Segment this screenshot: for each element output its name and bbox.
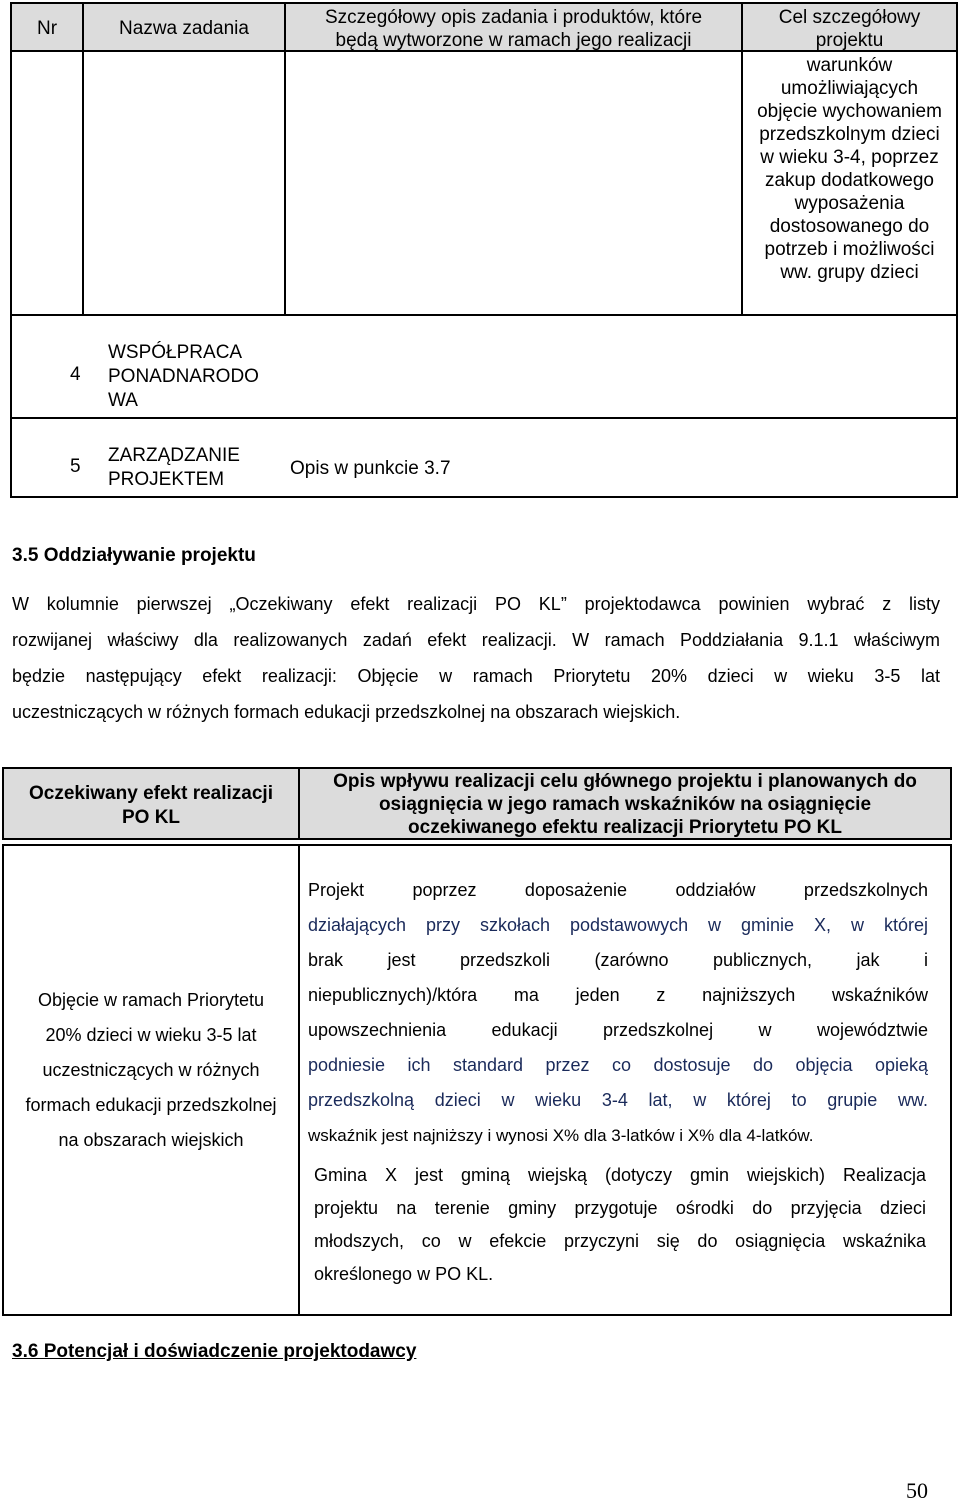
header-left-line: Oczekiwany efekt realizacji	[29, 783, 273, 804]
section-3-5-heading: 3.5 Oddziaływanie projektu	[12, 545, 256, 566]
right-line: Projekt poprzez doposażenie oddziałów przedszkolnych	[308, 880, 928, 900]
table2-left-cell	[2, 844, 300, 1316]
table2-right-cell	[298, 844, 952, 1316]
header-desc	[284, 2, 743, 52]
header-goal	[741, 2, 958, 52]
paragraph-line: będzie następujący efekt realizacji: Objęcie w ramach Priorytetu 20% dzieci w wieku 3-5 lat	[12, 666, 940, 686]
header-goal-line: projektu	[815, 30, 884, 51]
header-right-line: osiągnięcia w jego ramach wskaźników na osiągnięcie	[378, 794, 872, 815]
goal-line: wyposażenia	[794, 193, 905, 214]
right-text-a	[308, 873, 928, 1153]
header-right-line: oczekiwanego efektu realizacji Priorytetu PO KL	[408, 817, 842, 838]
row-5-desc: Opis w punkcie 3.7	[290, 458, 451, 479]
goal-line: zakup dodatkowego	[764, 170, 934, 191]
right-line: brak jest przedszkoli (zarówno publicznych, jak i	[308, 950, 928, 970]
page-number: 50	[906, 1478, 928, 1503]
left-line: Objęcie w ramach Priorytetu	[37, 990, 265, 1010]
row-4-name-line: PONADNARODO	[108, 366, 259, 387]
right-line: niepublicznych)/która ma jeden z najniższych wskaźników	[308, 985, 928, 1005]
right-line: upowszechnienia edukacji przedszkolnej w województwie	[308, 1020, 928, 1040]
header-name-text: Nazwa zadania	[119, 18, 249, 39]
row-cont-desc	[284, 50, 743, 316]
right-line: Gmina X jest gminą wiejską (dotyczy gmin wiejskich) Realizacja	[314, 1165, 926, 1185]
left-line: 20% dzieci w wieku 3-5 lat	[45, 1025, 257, 1045]
header-nr-text: Nr	[36, 18, 58, 39]
right-text-b	[314, 1159, 926, 1291]
goal-line: potrzeb i możliwości	[764, 239, 935, 260]
right-line: określonego w PO KL.	[314, 1264, 494, 1284]
row-cont-nr	[10, 50, 84, 316]
goal-line: objęcie wychowaniem	[757, 101, 942, 122]
row-5-name-line: ZARZĄDZANIE	[108, 445, 240, 466]
left-line: formach edukacji przedszkolnej	[25, 1095, 277, 1115]
paragraph-line: W kolumnie pierwszej „Oczekiwany efekt realizacji PO KL” projektodawca powinien wybrać z listy	[12, 594, 940, 614]
goal-line: ww. grupy dzieci	[780, 262, 919, 283]
row-cont-goal	[741, 50, 958, 316]
right-line: przedszkolną dzieci w wieku 3-4 lat, w której to grupie ww.	[308, 1090, 928, 1110]
goal-line: przedszkolnym dzieci	[759, 124, 940, 145]
section-3-6-heading: 3.6 Potencjał i doświadczenie projektodawcy	[12, 1341, 417, 1362]
row-cont-name	[82, 50, 286, 316]
goal-line: warunków	[806, 55, 893, 76]
row-4-name	[108, 341, 259, 413]
row-4	[10, 314, 958, 419]
table2-header-left	[2, 767, 300, 840]
row-5-name-line: PROJEKTEM	[108, 469, 225, 490]
goal-line: dostosowanego do	[769, 216, 930, 237]
header-name	[82, 2, 286, 52]
goal-line: w wieku 3-4, poprzez	[760, 147, 939, 168]
paragraph-line: rozwijanej właściwy dla realizowanych zadań efekt realizacji. W ramach Poddziałania 9.1.1 właściwym	[12, 630, 940, 650]
header-left-line: PO KL	[121, 807, 181, 828]
header-nr	[10, 2, 84, 52]
row-4-nr: 4	[70, 364, 81, 385]
left-line: na obszarach wiejskich	[58, 1130, 244, 1150]
right-line: wskaźnik jest najniższy i wynosi X% dla 3-latków i X% dla 4-latków.	[308, 1126, 814, 1145]
header-desc-line: Szczegółowy opis zadania i produktów, które	[324, 7, 703, 28]
row-4-name-line: WSPÓŁPRACA	[108, 342, 243, 363]
row-5-nr: 5	[70, 456, 81, 477]
right-line: projektu na terenie gminy przygotuje ośrodki do przyjęcia dzieci	[314, 1198, 926, 1218]
table2-header-right	[298, 767, 952, 840]
row-5-name	[108, 444, 240, 492]
right-line: działających przy szkołach podstawowych w gminie X, w której	[308, 915, 928, 935]
goal-line: umożliwiających	[780, 78, 919, 99]
header-right-line: Opis wpływu realizacji celu głównego projektu i planowanych do	[333, 771, 917, 792]
right-line: podniesie ich standard przez co dostosuje do objęcia opieką	[308, 1055, 928, 1075]
header-goal-line: Cel szczegółowy	[778, 7, 921, 28]
section-3-5-paragraph	[12, 586, 940, 730]
row-5	[10, 417, 958, 498]
right-line: młodszych, co w efekcie przyczyni się do osiągnięcia wskaźnika	[314, 1231, 926, 1251]
header-desc-line: będą wytworzone w ramach jego realizacji	[335, 30, 692, 51]
left-line: uczestniczących w różnych	[42, 1060, 260, 1080]
row-4-name-line: WA	[108, 390, 138, 411]
paragraph-line: uczestniczących w różnych formach edukacji przedszkolnej na obszarach wiejskich.	[12, 702, 681, 722]
